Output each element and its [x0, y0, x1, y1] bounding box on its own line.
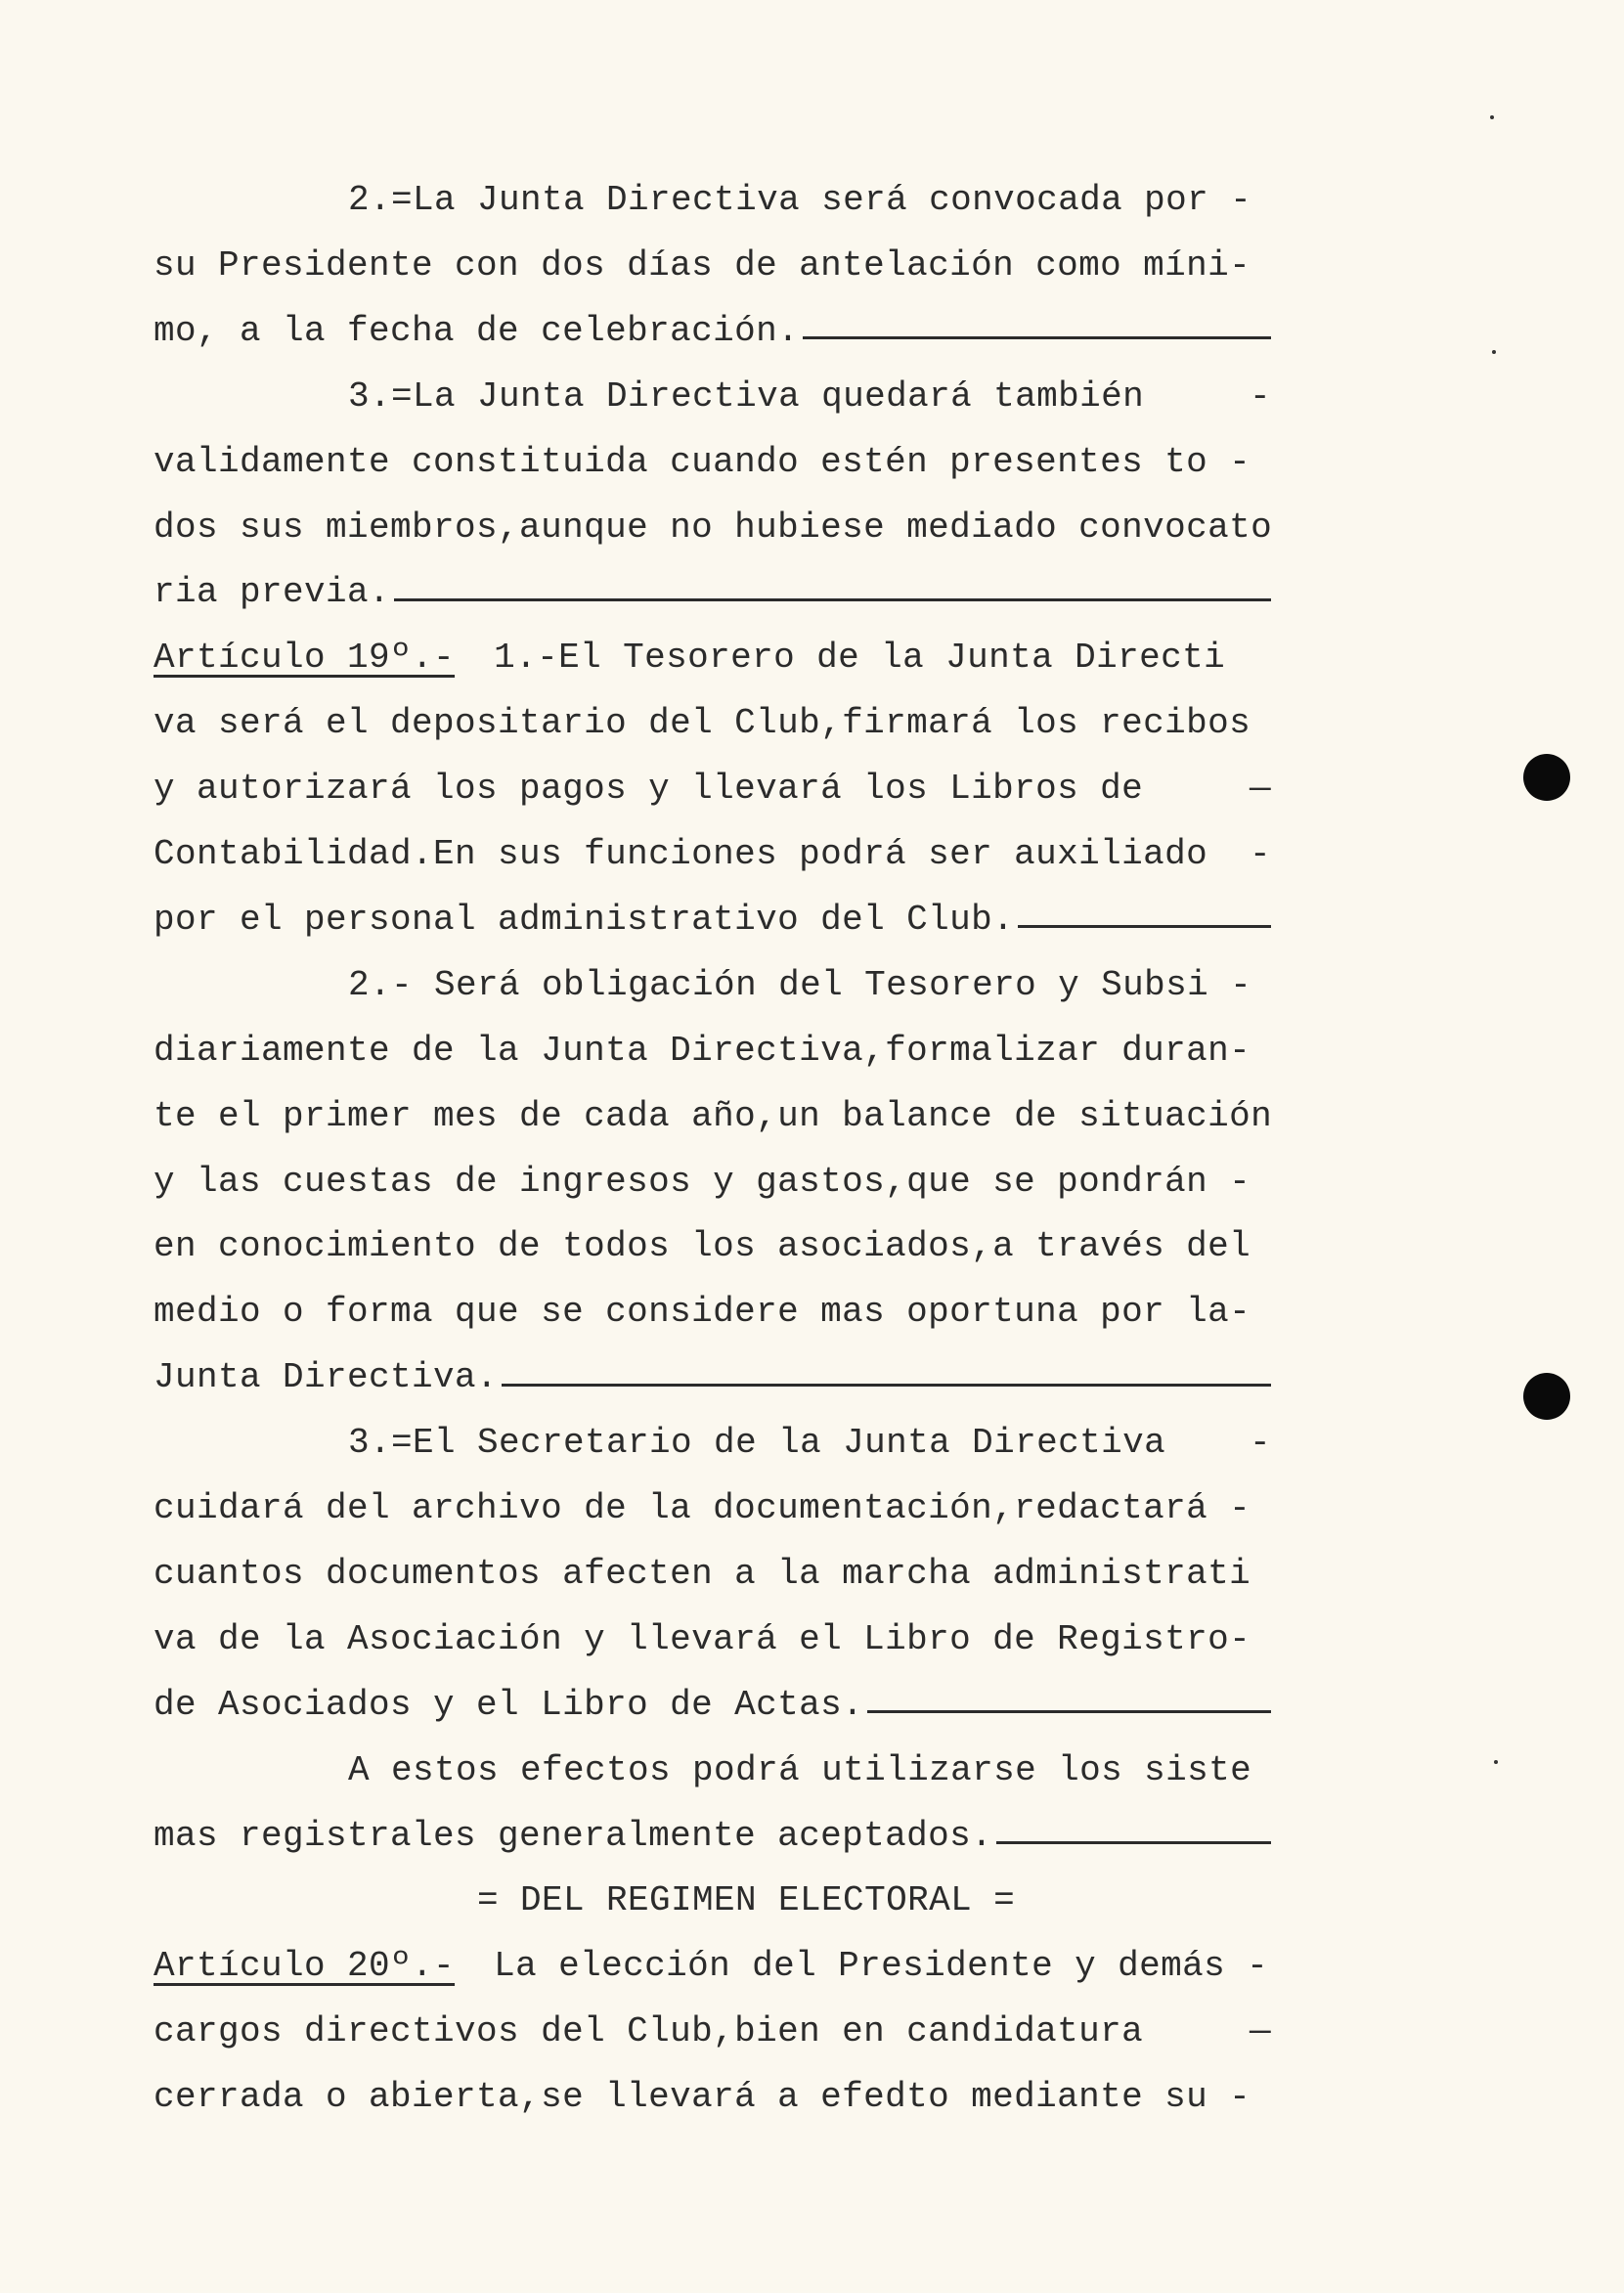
line-text: 3.=El Secretario de la Junta Directiva	[348, 1423, 1166, 1464]
line-text: 2.- Será obligación del Tesorero y Subsi -	[348, 964, 1252, 1005]
line-text: mas registrales generalmente aceptados.	[154, 1815, 993, 1856]
line-end-dash: —	[1249, 2011, 1271, 2052]
dash-rule	[867, 1710, 1271, 1713]
text-line	[154, 568, 1271, 617]
line-end-dash: -	[1249, 834, 1271, 874]
line-text: La elección del Presidente y demás -	[494, 1946, 1269, 1987]
line-end-dash: —	[1249, 769, 1271, 810]
text-line	[154, 1484, 1271, 1533]
text-line	[154, 1615, 1271, 1664]
line-text: cuidará del archivo de la documentación,redactará -	[154, 1488, 1251, 1528]
text-line	[154, 1288, 1271, 1337]
line-text: 2.=La Junta Directiva será convocada por -	[348, 180, 1252, 220]
text-line	[154, 2007, 1271, 2056]
line-text: cuantos documentos afecten a la marcha administrati	[154, 1553, 1251, 1594]
line-text: mo, a la fecha de celebración.	[154, 310, 800, 351]
line-text: Junta Directiva.	[154, 1357, 499, 1398]
line-text: validamente constituida cuando estén presentes to -	[154, 441, 1251, 482]
text-line	[154, 830, 1271, 879]
line-text: te el primer mes de cada año,un balance de situación	[154, 1095, 1273, 1136]
line-text: Contabilidad.En sus funciones podrá ser auxiliado	[154, 834, 1208, 874]
speck	[1492, 350, 1496, 354]
text-line	[154, 765, 1271, 814]
text-line	[154, 373, 1271, 421]
article-heading: Artículo 19º.-	[154, 638, 456, 679]
text-line	[154, 1158, 1271, 1207]
text-line	[154, 176, 1271, 225]
speck	[1490, 115, 1494, 119]
line-text: y autorizará los pagos y llevará los Libros de	[154, 769, 1144, 810]
text-line	[154, 1550, 1271, 1599]
dash-rule	[1018, 925, 1271, 928]
line-text: 3.=La Junta Directiva quedará también	[348, 375, 1145, 417]
line-text: = DEL REGIMEN ELECTORAL =	[477, 1880, 1016, 1921]
text-line	[154, 1027, 1271, 1076]
line-text: y las cuestas de ingresos y gastos,que se pondrán -	[154, 1161, 1251, 1202]
text-line	[154, 242, 1271, 290]
text-line	[154, 504, 1271, 552]
article-heading: Artículo 20º.-	[154, 1946, 456, 1987]
text-line	[154, 1812, 1271, 1861]
text-line	[154, 699, 1271, 748]
line-text: cargos directivos del Club,bien en candidatura	[154, 2011, 1144, 2052]
line-text: A estos efectos podrá utilizarse los siste	[348, 1749, 1252, 1790]
text-line	[154, 438, 1271, 487]
line-end-dash: -	[1249, 375, 1271, 417]
punch-hole	[1523, 1373, 1570, 1420]
text-line	[154, 1353, 1271, 1402]
section-heading	[154, 1876, 1271, 1925]
line-text: 1.-El Tesorero de la Junta Directi	[494, 638, 1226, 679]
line-text: diariamente de la Junta Directiva,formalizar duran-	[154, 1030, 1251, 1071]
dash-rule	[996, 1841, 1271, 1844]
text-line	[154, 961, 1271, 1010]
line-text: medio o forma que se considere mas oportuna por la-	[154, 1292, 1251, 1333]
text-line	[154, 896, 1271, 945]
text-line	[154, 2073, 1271, 2122]
line-text: dos sus miembros,aunque no hubiese mediado convocato	[154, 507, 1273, 548]
article-line	[154, 1942, 1271, 1991]
text-line	[154, 1419, 1271, 1468]
line-text: en conocimiento de todos los asociados,a través del	[154, 1226, 1251, 1267]
line-text: ria previa.	[154, 572, 391, 613]
text-line	[154, 307, 1271, 356]
dash-rule	[394, 598, 1271, 601]
text-line	[154, 1092, 1271, 1141]
punch-hole	[1523, 754, 1570, 801]
text-line	[154, 1222, 1271, 1271]
dash-rule	[803, 336, 1271, 339]
line-end-dash: -	[1249, 1423, 1271, 1464]
dash-rule	[502, 1384, 1271, 1387]
speck	[1494, 1760, 1498, 1764]
text-line	[154, 1681, 1271, 1730]
line-text: por el personal administrativo del Club.	[154, 899, 1015, 940]
line-text: cerrada o abierta,se llevará a efedto mediante su -	[154, 2077, 1251, 2118]
line-text: va será el depositario del Club,firmará los recibos	[154, 703, 1251, 744]
text-line	[154, 1746, 1271, 1795]
line-text: su Presidente con dos días de antelación como míni-	[154, 244, 1251, 286]
article-line	[154, 634, 1271, 683]
line-text: de Asociados y el Libro de Actas.	[154, 1684, 864, 1725]
line-text: va de la Asociación y llevará el Libro de Registro-	[154, 1618, 1251, 1659]
